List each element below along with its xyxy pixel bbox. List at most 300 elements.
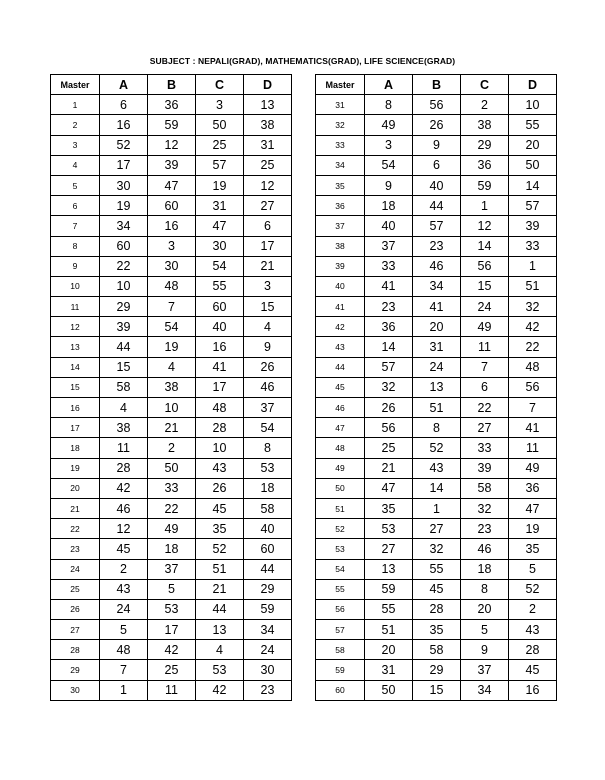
- set-d-cell: 10: [509, 95, 557, 115]
- set-a-cell: 11: [100, 438, 148, 458]
- table-row: [51, 317, 292, 337]
- set-c-cell: 9: [461, 640, 509, 660]
- master-number-cell: 13: [51, 337, 100, 357]
- set-b-cell: 28: [413, 599, 461, 619]
- set-b-cell: 13: [413, 377, 461, 397]
- set-c-cell: 1: [461, 196, 509, 216]
- set-a-cell: 46: [100, 498, 148, 518]
- table-row: [51, 478, 292, 498]
- set-d-cell: 51: [509, 276, 557, 296]
- master-number-cell: 44: [316, 357, 365, 377]
- set-b-cell: 16: [148, 216, 196, 236]
- set-d-cell: 57: [509, 196, 557, 216]
- set-b-cell: 58: [413, 640, 461, 660]
- set-a-cell: 51: [365, 620, 413, 640]
- set-c-cell: 58: [461, 478, 509, 498]
- set-c-cell: 44: [196, 599, 244, 619]
- set-c-cell: 5: [461, 620, 509, 640]
- master-number-cell: 49: [316, 458, 365, 478]
- set-a-cell: 53: [365, 519, 413, 539]
- set-a-cell: 6: [100, 95, 148, 115]
- set-d-cell: 38: [244, 115, 292, 135]
- set-b-cell: 6: [413, 155, 461, 175]
- set-b-cell: 33: [148, 478, 196, 498]
- set-a-cell: 26: [365, 398, 413, 418]
- set-c-cell: 34: [461, 680, 509, 700]
- set-b-cell: 5: [148, 579, 196, 599]
- master-number-cell: 40: [316, 276, 365, 296]
- master-number-cell: 19: [51, 458, 100, 478]
- set-c-cell: 4: [196, 640, 244, 660]
- master-number-cell: 8: [51, 236, 100, 256]
- table-row: [316, 317, 557, 337]
- table-row: [316, 519, 557, 539]
- set-a-cell: 60: [100, 236, 148, 256]
- header-set-b: B: [413, 75, 461, 95]
- set-c-cell: 56: [461, 256, 509, 276]
- set-a-cell: 58: [100, 377, 148, 397]
- master-number-cell: 56: [316, 599, 365, 619]
- table-row: [316, 276, 557, 296]
- set-b-cell: 8: [413, 418, 461, 438]
- set-c-cell: 35: [196, 519, 244, 539]
- table-row: [316, 236, 557, 256]
- set-c-cell: 55: [196, 276, 244, 296]
- set-c-cell: 57: [196, 155, 244, 175]
- set-d-cell: 25: [244, 155, 292, 175]
- set-c-cell: 37: [461, 660, 509, 680]
- master-number-cell: 37: [316, 216, 365, 236]
- set-b-cell: 4: [148, 357, 196, 377]
- master-number-cell: 51: [316, 498, 365, 518]
- header-master: Master: [51, 75, 100, 95]
- table-row: [51, 236, 292, 256]
- master-number-cell: 48: [316, 438, 365, 458]
- table-row: [316, 559, 557, 579]
- set-b-cell: 10: [148, 398, 196, 418]
- set-d-cell: 4: [244, 317, 292, 337]
- set-d-cell: 18: [244, 478, 292, 498]
- master-number-cell: 57: [316, 620, 365, 640]
- master-number-cell: 60: [316, 680, 365, 700]
- set-b-cell: 25: [148, 660, 196, 680]
- set-d-cell: 30: [244, 660, 292, 680]
- set-d-cell: 49: [509, 458, 557, 478]
- table-row: [51, 438, 292, 458]
- table-row: [51, 620, 292, 640]
- set-d-cell: 8: [244, 438, 292, 458]
- master-number-cell: 25: [51, 579, 100, 599]
- table-row: [51, 458, 292, 478]
- header-set-c: C: [461, 75, 509, 95]
- set-b-cell: 7: [148, 297, 196, 317]
- set-a-cell: 7: [100, 660, 148, 680]
- master-number-cell: 17: [51, 418, 100, 438]
- set-d-cell: 32: [509, 297, 557, 317]
- set-c-cell: 16: [196, 337, 244, 357]
- master-number-cell: 47: [316, 418, 365, 438]
- master-number-cell: 53: [316, 539, 365, 559]
- set-d-cell: 1: [509, 256, 557, 276]
- set-c-cell: 2: [461, 95, 509, 115]
- set-a-cell: 8: [365, 95, 413, 115]
- set-b-cell: 11: [148, 680, 196, 700]
- set-c-cell: 11: [461, 337, 509, 357]
- set-d-cell: 45: [509, 660, 557, 680]
- set-b-cell: 50: [148, 458, 196, 478]
- set-b-cell: 40: [413, 175, 461, 195]
- header-set-a: A: [100, 75, 148, 95]
- set-d-cell: 34: [244, 620, 292, 640]
- set-a-cell: 10: [100, 276, 148, 296]
- table-header-row: [51, 75, 292, 95]
- set-d-cell: 20: [509, 135, 557, 155]
- set-c-cell: 41: [196, 357, 244, 377]
- set-c-cell: 3: [196, 95, 244, 115]
- set-a-cell: 9: [365, 175, 413, 195]
- set-b-cell: 45: [413, 579, 461, 599]
- set-a-cell: 22: [100, 256, 148, 276]
- table-row: [316, 216, 557, 236]
- set-d-cell: 28: [509, 640, 557, 660]
- header-set-a: A: [365, 75, 413, 95]
- set-a-cell: 2: [100, 559, 148, 579]
- master-number-cell: 26: [51, 599, 100, 619]
- set-c-cell: 52: [196, 539, 244, 559]
- master-number-cell: 33: [316, 135, 365, 155]
- header-master: Master: [316, 75, 365, 95]
- set-b-cell: 2: [148, 438, 196, 458]
- table-row: [316, 357, 557, 377]
- table-row: [51, 135, 292, 155]
- set-b-cell: 51: [413, 398, 461, 418]
- set-a-cell: 49: [365, 115, 413, 135]
- set-c-cell: 14: [461, 236, 509, 256]
- set-c-cell: 28: [196, 418, 244, 438]
- master-number-cell: 16: [51, 398, 100, 418]
- table-row: [316, 660, 557, 680]
- master-number-cell: 29: [51, 660, 100, 680]
- set-c-cell: 22: [461, 398, 509, 418]
- master-number-cell: 6: [51, 196, 100, 216]
- master-number-cell: 59: [316, 660, 365, 680]
- set-b-cell: 52: [413, 438, 461, 458]
- set-c-cell: 23: [461, 519, 509, 539]
- set-d-cell: 52: [509, 579, 557, 599]
- set-a-cell: 24: [100, 599, 148, 619]
- table-row: [316, 135, 557, 155]
- set-c-cell: 38: [461, 115, 509, 135]
- set-a-cell: 3: [365, 135, 413, 155]
- set-a-cell: 35: [365, 498, 413, 518]
- table-row: [316, 579, 557, 599]
- set-a-cell: 14: [365, 337, 413, 357]
- set-a-cell: 38: [100, 418, 148, 438]
- set-d-cell: 37: [244, 398, 292, 418]
- master-number-cell: 21: [51, 498, 100, 518]
- set-b-cell: 31: [413, 337, 461, 357]
- table-row: [316, 95, 557, 115]
- set-d-cell: 56: [509, 377, 557, 397]
- set-a-cell: 15: [100, 357, 148, 377]
- table-row: [51, 155, 292, 175]
- table-row: [51, 539, 292, 559]
- set-d-cell: 19: [509, 519, 557, 539]
- set-c-cell: 45: [196, 498, 244, 518]
- set-d-cell: 48: [509, 357, 557, 377]
- set-a-cell: 45: [100, 539, 148, 559]
- set-d-cell: 55: [509, 115, 557, 135]
- set-b-cell: 29: [413, 660, 461, 680]
- set-d-cell: 24: [244, 640, 292, 660]
- set-d-cell: 31: [244, 135, 292, 155]
- set-c-cell: 36: [461, 155, 509, 175]
- set-c-cell: 43: [196, 458, 244, 478]
- table-row: [51, 680, 292, 700]
- set-b-cell: 32: [413, 539, 461, 559]
- table-row: [51, 357, 292, 377]
- set-a-cell: 4: [100, 398, 148, 418]
- set-d-cell: 58: [244, 498, 292, 518]
- set-c-cell: 33: [461, 438, 509, 458]
- master-number-cell: 39: [316, 256, 365, 276]
- answer-key-table-right: [315, 74, 557, 701]
- set-a-cell: 31: [365, 660, 413, 680]
- master-number-cell: 38: [316, 236, 365, 256]
- set-c-cell: 29: [461, 135, 509, 155]
- set-c-cell: 25: [196, 135, 244, 155]
- set-c-cell: 32: [461, 498, 509, 518]
- table-row: [316, 478, 557, 498]
- table-row: [51, 377, 292, 397]
- master-number-cell: 4: [51, 155, 100, 175]
- master-number-cell: 1: [51, 95, 100, 115]
- set-d-cell: 27: [244, 196, 292, 216]
- set-c-cell: 59: [461, 175, 509, 195]
- set-b-cell: 21: [148, 418, 196, 438]
- set-a-cell: 32: [365, 377, 413, 397]
- table-row: [316, 297, 557, 317]
- master-number-cell: 7: [51, 216, 100, 236]
- set-d-cell: 53: [244, 458, 292, 478]
- master-number-cell: 27: [51, 620, 100, 640]
- set-d-cell: 17: [244, 236, 292, 256]
- set-c-cell: 54: [196, 256, 244, 276]
- set-b-cell: 38: [148, 377, 196, 397]
- set-a-cell: 36: [365, 317, 413, 337]
- set-b-cell: 54: [148, 317, 196, 337]
- table-row: [51, 418, 292, 438]
- set-c-cell: 46: [461, 539, 509, 559]
- header-set-d: D: [244, 75, 292, 95]
- set-d-cell: 33: [509, 236, 557, 256]
- table-row: [316, 640, 557, 660]
- set-c-cell: 24: [461, 297, 509, 317]
- document-title: SUBJECT : NEPALI(GRAD), MATHEMATICS(GRAD), LIFE SCIENCE(GRAD): [149, 56, 456, 66]
- set-b-cell: 57: [413, 216, 461, 236]
- table-row: [51, 276, 292, 296]
- set-b-cell: 1: [413, 498, 461, 518]
- set-a-cell: 48: [100, 640, 148, 660]
- master-number-cell: 5: [51, 175, 100, 195]
- set-a-cell: 29: [100, 297, 148, 317]
- set-d-cell: 43: [509, 620, 557, 640]
- set-b-cell: 14: [413, 478, 461, 498]
- set-a-cell: 33: [365, 256, 413, 276]
- table-row: [51, 640, 292, 660]
- set-c-cell: 40: [196, 317, 244, 337]
- set-a-cell: 41: [365, 276, 413, 296]
- set-a-cell: 57: [365, 357, 413, 377]
- set-d-cell: 60: [244, 539, 292, 559]
- set-d-cell: 41: [509, 418, 557, 438]
- set-d-cell: 21: [244, 256, 292, 276]
- table-row: [51, 297, 292, 317]
- set-c-cell: 50: [196, 115, 244, 135]
- set-a-cell: 18: [365, 196, 413, 216]
- set-a-cell: 1: [100, 680, 148, 700]
- master-number-cell: 10: [51, 276, 100, 296]
- set-b-cell: 60: [148, 196, 196, 216]
- set-d-cell: 7: [509, 398, 557, 418]
- table-row: [316, 196, 557, 216]
- set-c-cell: 60: [196, 297, 244, 317]
- set-b-cell: 9: [413, 135, 461, 155]
- master-number-cell: 22: [51, 519, 100, 539]
- master-number-cell: 58: [316, 640, 365, 660]
- set-b-cell: 46: [413, 256, 461, 276]
- set-d-cell: 6: [244, 216, 292, 236]
- set-d-cell: 26: [244, 357, 292, 377]
- set-c-cell: 6: [461, 377, 509, 397]
- table-row: [316, 337, 557, 357]
- set-a-cell: 34: [100, 216, 148, 236]
- set-a-cell: 54: [365, 155, 413, 175]
- table-row: [51, 216, 292, 236]
- table-row: [316, 398, 557, 418]
- set-c-cell: 17: [196, 377, 244, 397]
- set-b-cell: 34: [413, 276, 461, 296]
- set-d-cell: 54: [244, 418, 292, 438]
- set-a-cell: 13: [365, 559, 413, 579]
- set-a-cell: 20: [365, 640, 413, 660]
- set-a-cell: 25: [365, 438, 413, 458]
- set-a-cell: 43: [100, 579, 148, 599]
- master-number-cell: 45: [316, 377, 365, 397]
- set-d-cell: 13: [244, 95, 292, 115]
- set-b-cell: 12: [148, 135, 196, 155]
- set-c-cell: 8: [461, 579, 509, 599]
- set-c-cell: 12: [461, 216, 509, 236]
- table-row: [316, 539, 557, 559]
- master-number-cell: 12: [51, 317, 100, 337]
- set-b-cell: 35: [413, 620, 461, 640]
- master-number-cell: 9: [51, 256, 100, 276]
- set-d-cell: 40: [244, 519, 292, 539]
- master-number-cell: 24: [51, 559, 100, 579]
- set-a-cell: 23: [365, 297, 413, 317]
- set-d-cell: 9: [244, 337, 292, 357]
- set-b-cell: 59: [148, 115, 196, 135]
- set-c-cell: 31: [196, 196, 244, 216]
- set-a-cell: 19: [100, 196, 148, 216]
- set-d-cell: 47: [509, 498, 557, 518]
- set-b-cell: 41: [413, 297, 461, 317]
- set-c-cell: 39: [461, 458, 509, 478]
- set-b-cell: 15: [413, 680, 461, 700]
- set-d-cell: 46: [244, 377, 292, 397]
- set-d-cell: 15: [244, 297, 292, 317]
- set-d-cell: 22: [509, 337, 557, 357]
- table-row: [51, 175, 292, 195]
- set-a-cell: 28: [100, 458, 148, 478]
- set-c-cell: 30: [196, 236, 244, 256]
- master-number-cell: 55: [316, 579, 365, 599]
- master-number-cell: 36: [316, 196, 365, 216]
- set-b-cell: 26: [413, 115, 461, 135]
- set-b-cell: 55: [413, 559, 461, 579]
- header-set-c: C: [196, 75, 244, 95]
- set-b-cell: 22: [148, 498, 196, 518]
- set-a-cell: 37: [365, 236, 413, 256]
- set-d-cell: 14: [509, 175, 557, 195]
- set-c-cell: 20: [461, 599, 509, 619]
- set-d-cell: 29: [244, 579, 292, 599]
- answer-key-table-left: [50, 74, 292, 701]
- table-row: [51, 559, 292, 579]
- table-row: [51, 196, 292, 216]
- set-b-cell: 20: [413, 317, 461, 337]
- set-a-cell: 16: [100, 115, 148, 135]
- master-number-cell: 30: [51, 680, 100, 700]
- table-row: [316, 599, 557, 619]
- master-number-cell: 50: [316, 478, 365, 498]
- set-a-cell: 21: [365, 458, 413, 478]
- set-b-cell: 43: [413, 458, 461, 478]
- set-a-cell: 44: [100, 337, 148, 357]
- set-b-cell: 23: [413, 236, 461, 256]
- table-row: [316, 175, 557, 195]
- table-row: [316, 680, 557, 700]
- master-number-cell: 46: [316, 398, 365, 418]
- set-d-cell: 11: [509, 438, 557, 458]
- master-number-cell: 54: [316, 559, 365, 579]
- set-b-cell: 18: [148, 539, 196, 559]
- set-b-cell: 30: [148, 256, 196, 276]
- master-number-cell: 15: [51, 377, 100, 397]
- master-number-cell: 11: [51, 297, 100, 317]
- set-b-cell: 49: [148, 519, 196, 539]
- set-b-cell: 39: [148, 155, 196, 175]
- set-c-cell: 27: [461, 418, 509, 438]
- set-c-cell: 10: [196, 438, 244, 458]
- master-number-cell: 28: [51, 640, 100, 660]
- table-row: [316, 498, 557, 518]
- set-c-cell: 48: [196, 398, 244, 418]
- set-c-cell: 49: [461, 317, 509, 337]
- set-a-cell: 40: [365, 216, 413, 236]
- table-row: [316, 155, 557, 175]
- table-row: [51, 498, 292, 518]
- set-d-cell: 36: [509, 478, 557, 498]
- set-a-cell: 52: [100, 135, 148, 155]
- set-a-cell: 42: [100, 478, 148, 498]
- master-number-cell: 32: [316, 115, 365, 135]
- set-d-cell: 59: [244, 599, 292, 619]
- table-row: [316, 418, 557, 438]
- set-c-cell: 53: [196, 660, 244, 680]
- set-b-cell: 27: [413, 519, 461, 539]
